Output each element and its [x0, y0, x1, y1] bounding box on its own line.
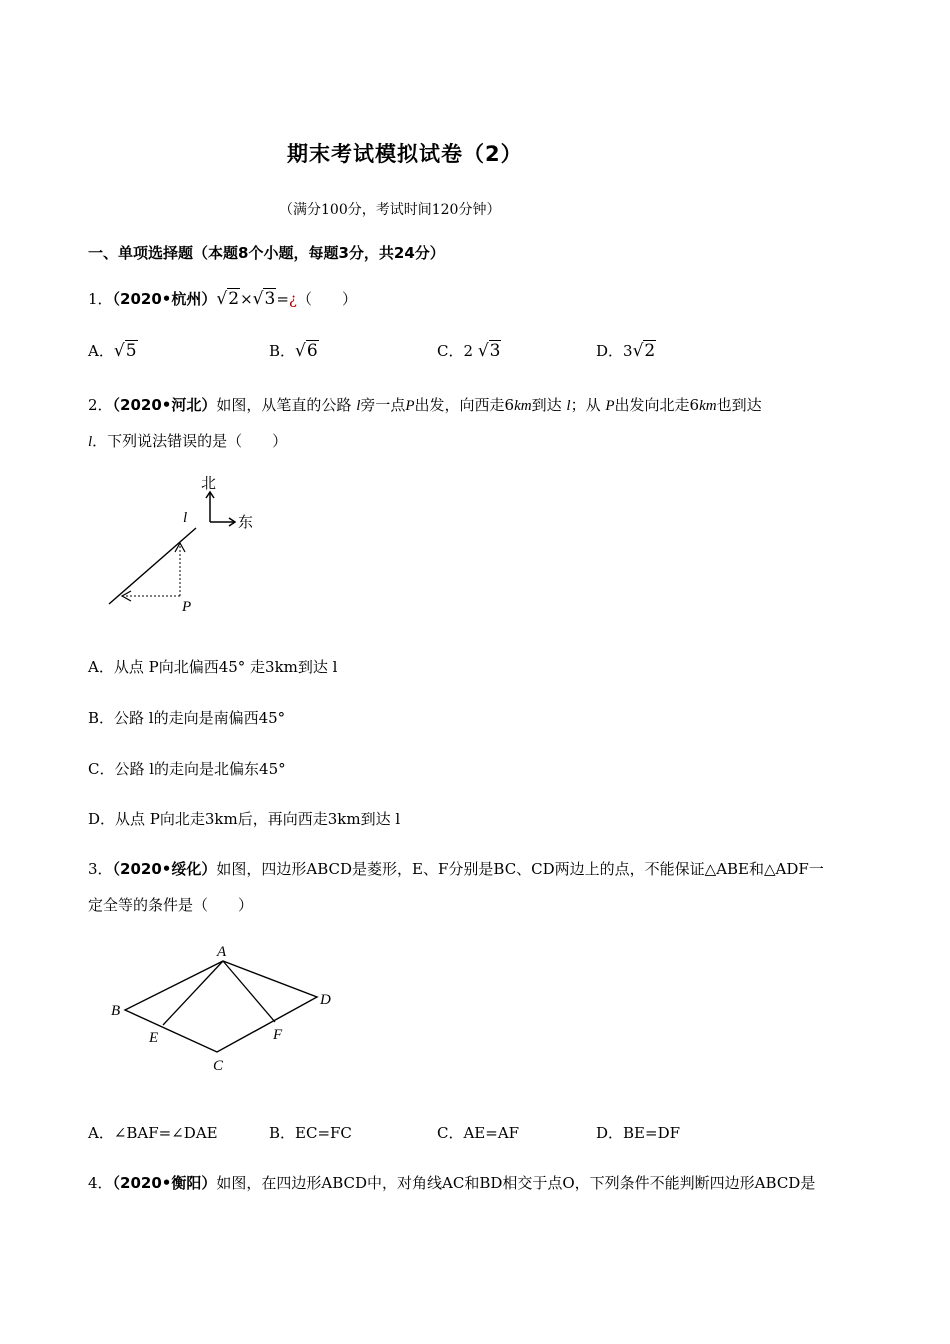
- option-a: A．∠BAF=∠DAE: [88, 1124, 218, 1142]
- sqrt-expression: √3: [252, 289, 276, 309]
- point-e: E: [149, 1030, 159, 1046]
- segment-ae: [163, 961, 223, 1025]
- sqrt-expression: √2: [216, 289, 240, 309]
- vertex-a: A: [217, 944, 227, 960]
- option-c: C．AE=AF: [437, 1124, 520, 1142]
- road-line: [109, 528, 196, 604]
- question-2-line2: l．下列说法错误的是（ ）: [88, 432, 288, 450]
- question-1: [88, 288, 357, 309]
- rhombus-figure: [105, 940, 345, 1078]
- option-d: D．从点 P向北走3km后，再向西走3km到达 l: [88, 810, 401, 828]
- option-d: D．3√2: [596, 341, 656, 361]
- question-source: （2020•衡阳）: [112, 1174, 217, 1192]
- option-b: B．公路 l的走向是南偏西45°: [88, 709, 286, 727]
- road-direction-figure: [100, 470, 270, 615]
- point-p-label: P: [182, 599, 192, 615]
- option-d: D．BE=DF: [596, 1124, 681, 1142]
- exam-info: （满分100分，考试时间120分钟）: [279, 202, 501, 218]
- option-a: A．从点 P向北偏西45° 走3km到达 l: [88, 658, 338, 676]
- times-sign: ×: [240, 290, 253, 308]
- option-c: C．2 √3: [437, 341, 501, 361]
- north-label: 北: [201, 476, 217, 492]
- answer-paren: （ ）: [296, 290, 357, 308]
- question-source: （2020•河北）: [112, 396, 217, 414]
- page-title: 期末考试模拟试卷（2）: [287, 142, 523, 166]
- section-heading: 一、单项选择题（本题8个小题，每题3分，共24分）: [88, 244, 445, 262]
- question-source: （2020•绥化）: [112, 860, 217, 878]
- vertex-c: C: [213, 1058, 224, 1074]
- equals-sign: =: [276, 290, 289, 308]
- east-label: 东: [238, 515, 254, 531]
- blank-mark: ¿: [288, 290, 297, 308]
- option-a: A．√5: [88, 341, 137, 361]
- question-number: 1．: [88, 290, 113, 308]
- question-3: 3．（2020•绥化）如图，四边形ABCD是菱形，E、F分别是BC、CD两边上的点，不能保证△ABE和△ADF一: [88, 860, 824, 878]
- question-3-line2: 定全等的条件是（ ）: [88, 896, 254, 914]
- question-2: 2．（2020•河北）如图，从笔直的公路 l旁一点P出发，向西走6km到达 l；从 P出发向北走6km也到达: [88, 396, 762, 414]
- segment-af: [223, 961, 275, 1022]
- question-source: （2020•杭州）: [112, 290, 217, 308]
- vertex-d: D: [320, 992, 331, 1008]
- option-b: B．√6: [269, 341, 318, 361]
- road-label: l: [183, 510, 188, 526]
- option-b: B．EC=FC: [269, 1124, 352, 1142]
- point-f: F: [273, 1027, 283, 1043]
- vertex-b: B: [111, 1003, 121, 1019]
- question-4: 4．（2020•衡阳）如图，在四边形ABCD中，对角线AC和BD相交于点O，下列条件不能判断四边形ABCD是: [88, 1174, 816, 1192]
- option-c: C．公路 l的走向是北偏东45°: [88, 760, 286, 778]
